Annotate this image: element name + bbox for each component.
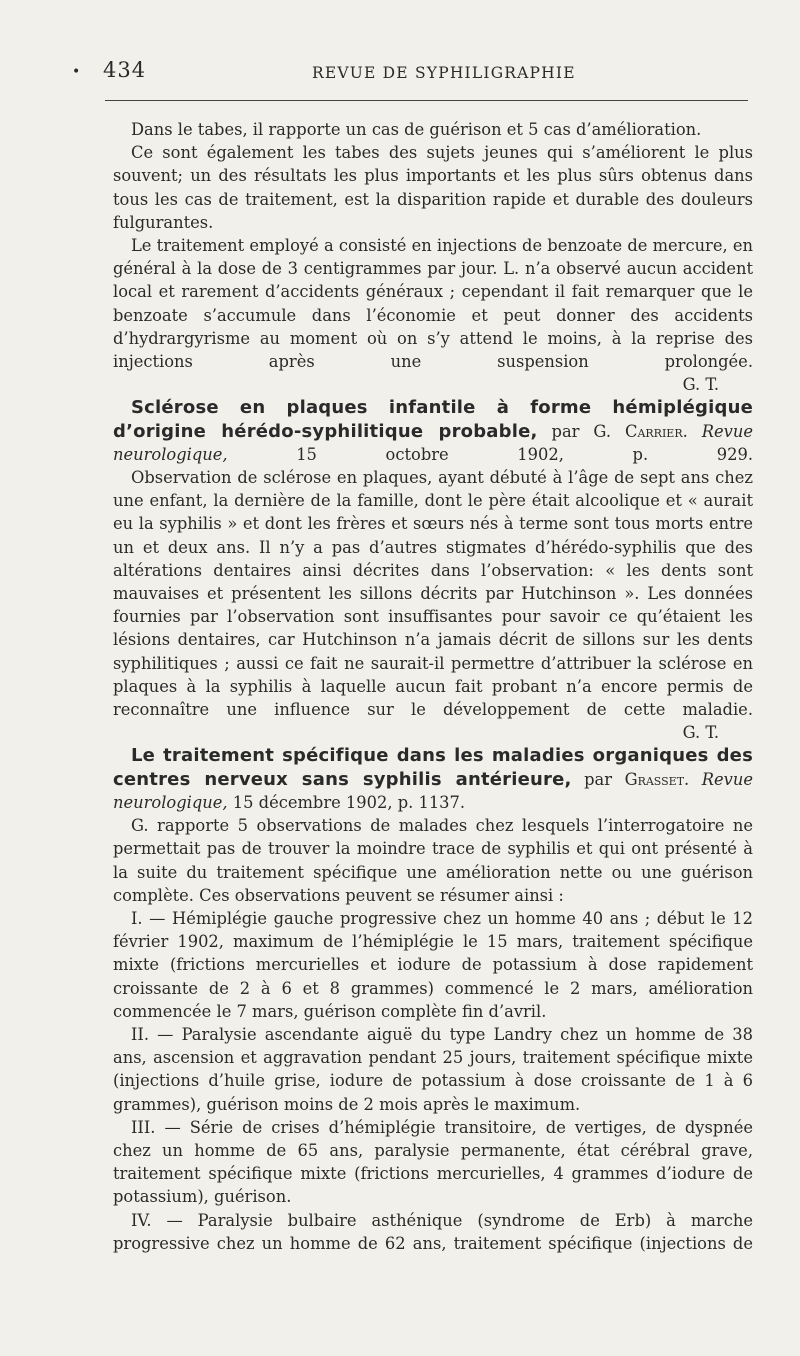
paragraph: Ce sont également les tabes des sujets jeunes qui s’améliorent le plus souvent; un des résultats les plus importants et les plus sûrs obtenus dans tous les cas de traitement, est la disparition rapide et durable des douleurs fulgurantes.	[113, 143, 753, 232]
review-title: Le traitement spécifique dans les maladies organiques des centres nerveux sans syphilis antérieure,	[113, 745, 753, 790]
signature-line	[113, 721, 753, 744]
paragraph	[113, 234, 753, 373]
running-title: REVUE DE SYPHILIGRAPHIE	[312, 64, 576, 82]
header-rule	[105, 100, 748, 101]
review-journal: Revue neurologique,	[113, 421, 753, 464]
paragraph: G. rapporte 5 observations de malades chez lesquels l’interrogatoire ne permettait pas de trouver la moindre trace de syphilis et qui ont présenté à la suite du traitement spécifique une amélioration nette ou une guérison complète. Ces observations peuvent se résumer ainsi :	[113, 816, 753, 905]
review-journal: Revue neurologique,	[113, 769, 753, 812]
article-body	[113, 118, 753, 1255]
review-by: par	[584, 769, 613, 789]
signature-line	[113, 373, 753, 396]
review-date: 15 octobre 1902, p. 929.	[296, 444, 753, 464]
review-title: Sclérose en plaques infantile à forme hémiplégique d’origine hérédo-syphilitique probable,	[113, 397, 753, 442]
review-date: 15 décembre 1902, p. 1137.	[232, 792, 466, 812]
signature: G. T.	[682, 723, 719, 743]
paragraph-text: Le traitement employé a consisté en injections de benzoate de mercure, en général à la dose de 3 centigrammes par jour. L. n’a observé aucun accident local et rarement d’accidents généraux ; cependant il fait remarquer que le benzoate s’accumule dans l’économie et peut donner des accidents d’hydrargyrisme au moment où on s’y attend le moins, à la reprise des injections après une suspension prolongée.	[113, 236, 753, 372]
review-by: par G.	[551, 421, 612, 441]
review-heading	[113, 744, 753, 814]
case-paragraph: II. — Paralysie ascendante aiguë du type Landry chez un homme de 38 ans, ascension et aggravation pendant 25 jours, traitement spécifique mixte (injections d’huile grise, iodure de potassium à dose croissante de 1 à 6 grammes), guérison moins de 2 mois après le maximum.	[113, 1024, 753, 1114]
review-author: Carrier	[624, 421, 683, 441]
review-heading: Sclérose en plaques infantile à forme hémiplégique d’origine hérédo-syphilitique probable, par G. Carrier. Revue neurologique, 15 octobre 1902, p. 929.	[113, 397, 753, 464]
paragraph: Observation de sclérose en plaques, ayant débuté à l’âge de sept ans chez une enfant, la dernière de la famille, dont le père était alcoolique et « aurait eu la syphilis » et dont les frères et sœurs nés à terme sont tous morts entre un et deux ans. Il n’y a pas d’autres stigmates d’hérédo-syphilis que des altérations dentaires ainsi décrites dans l’observation: « les dents sont mauvaises et présentent les sillons décrits par Hutchinson ». Les données fournies par l’observation sont insuffisantes pour savoir ce qu’étaient les lésions dentaires, car Hutchinson n’a jamais décrit de sillons sur les dents syphilitiques ; aussi ce fait ne saurait-il permettre d’attribuer la sclérose en plaques à la syphilis à laquelle aucun fait probant n’a encore permis de reconnaître une influence sur le développement de cette maladie.	[113, 468, 753, 720]
case-paragraph: IV. — Paralysie bulbaire asthénique (syndrome de Erb) à marche progressive chez un homme de 62 ans, traitement spécifique (injections de	[113, 1210, 753, 1253]
page-number: 434	[103, 58, 147, 82]
review-author: Grasset.	[624, 769, 690, 789]
margin-dot: •	[72, 64, 81, 80]
case-paragraph: I. — Hémiplégie gauche progressive chez un homme 40 ans ; début le 12 février 1902, maximum de l’hémiplégie le 15 mars, traitement spécifique mixte (frictions mercurielles et iodure de potassium à dose rapidement croissante de 2 à 6 et 8 grammes) commencé le 2 mars, amélioration commencée le 7 mars, guérison complète fin d’avril.	[113, 908, 753, 1021]
signature: G. T.	[682, 375, 719, 395]
case-paragraph: III. — Série de crises d’hémiplégie transitoire, de vertiges, de dyspnée chez un homme de 65 ans, paralysie permanente, état cérébral grave, traitement spécifique mixte (frictions mercurielles, 4 grammes d’iodure de potassium), guérison.	[113, 1117, 753, 1207]
paragraph: Dans le tabes, il rapporte un cas de guérison et 5 cas d’amélioration.	[131, 120, 702, 139]
